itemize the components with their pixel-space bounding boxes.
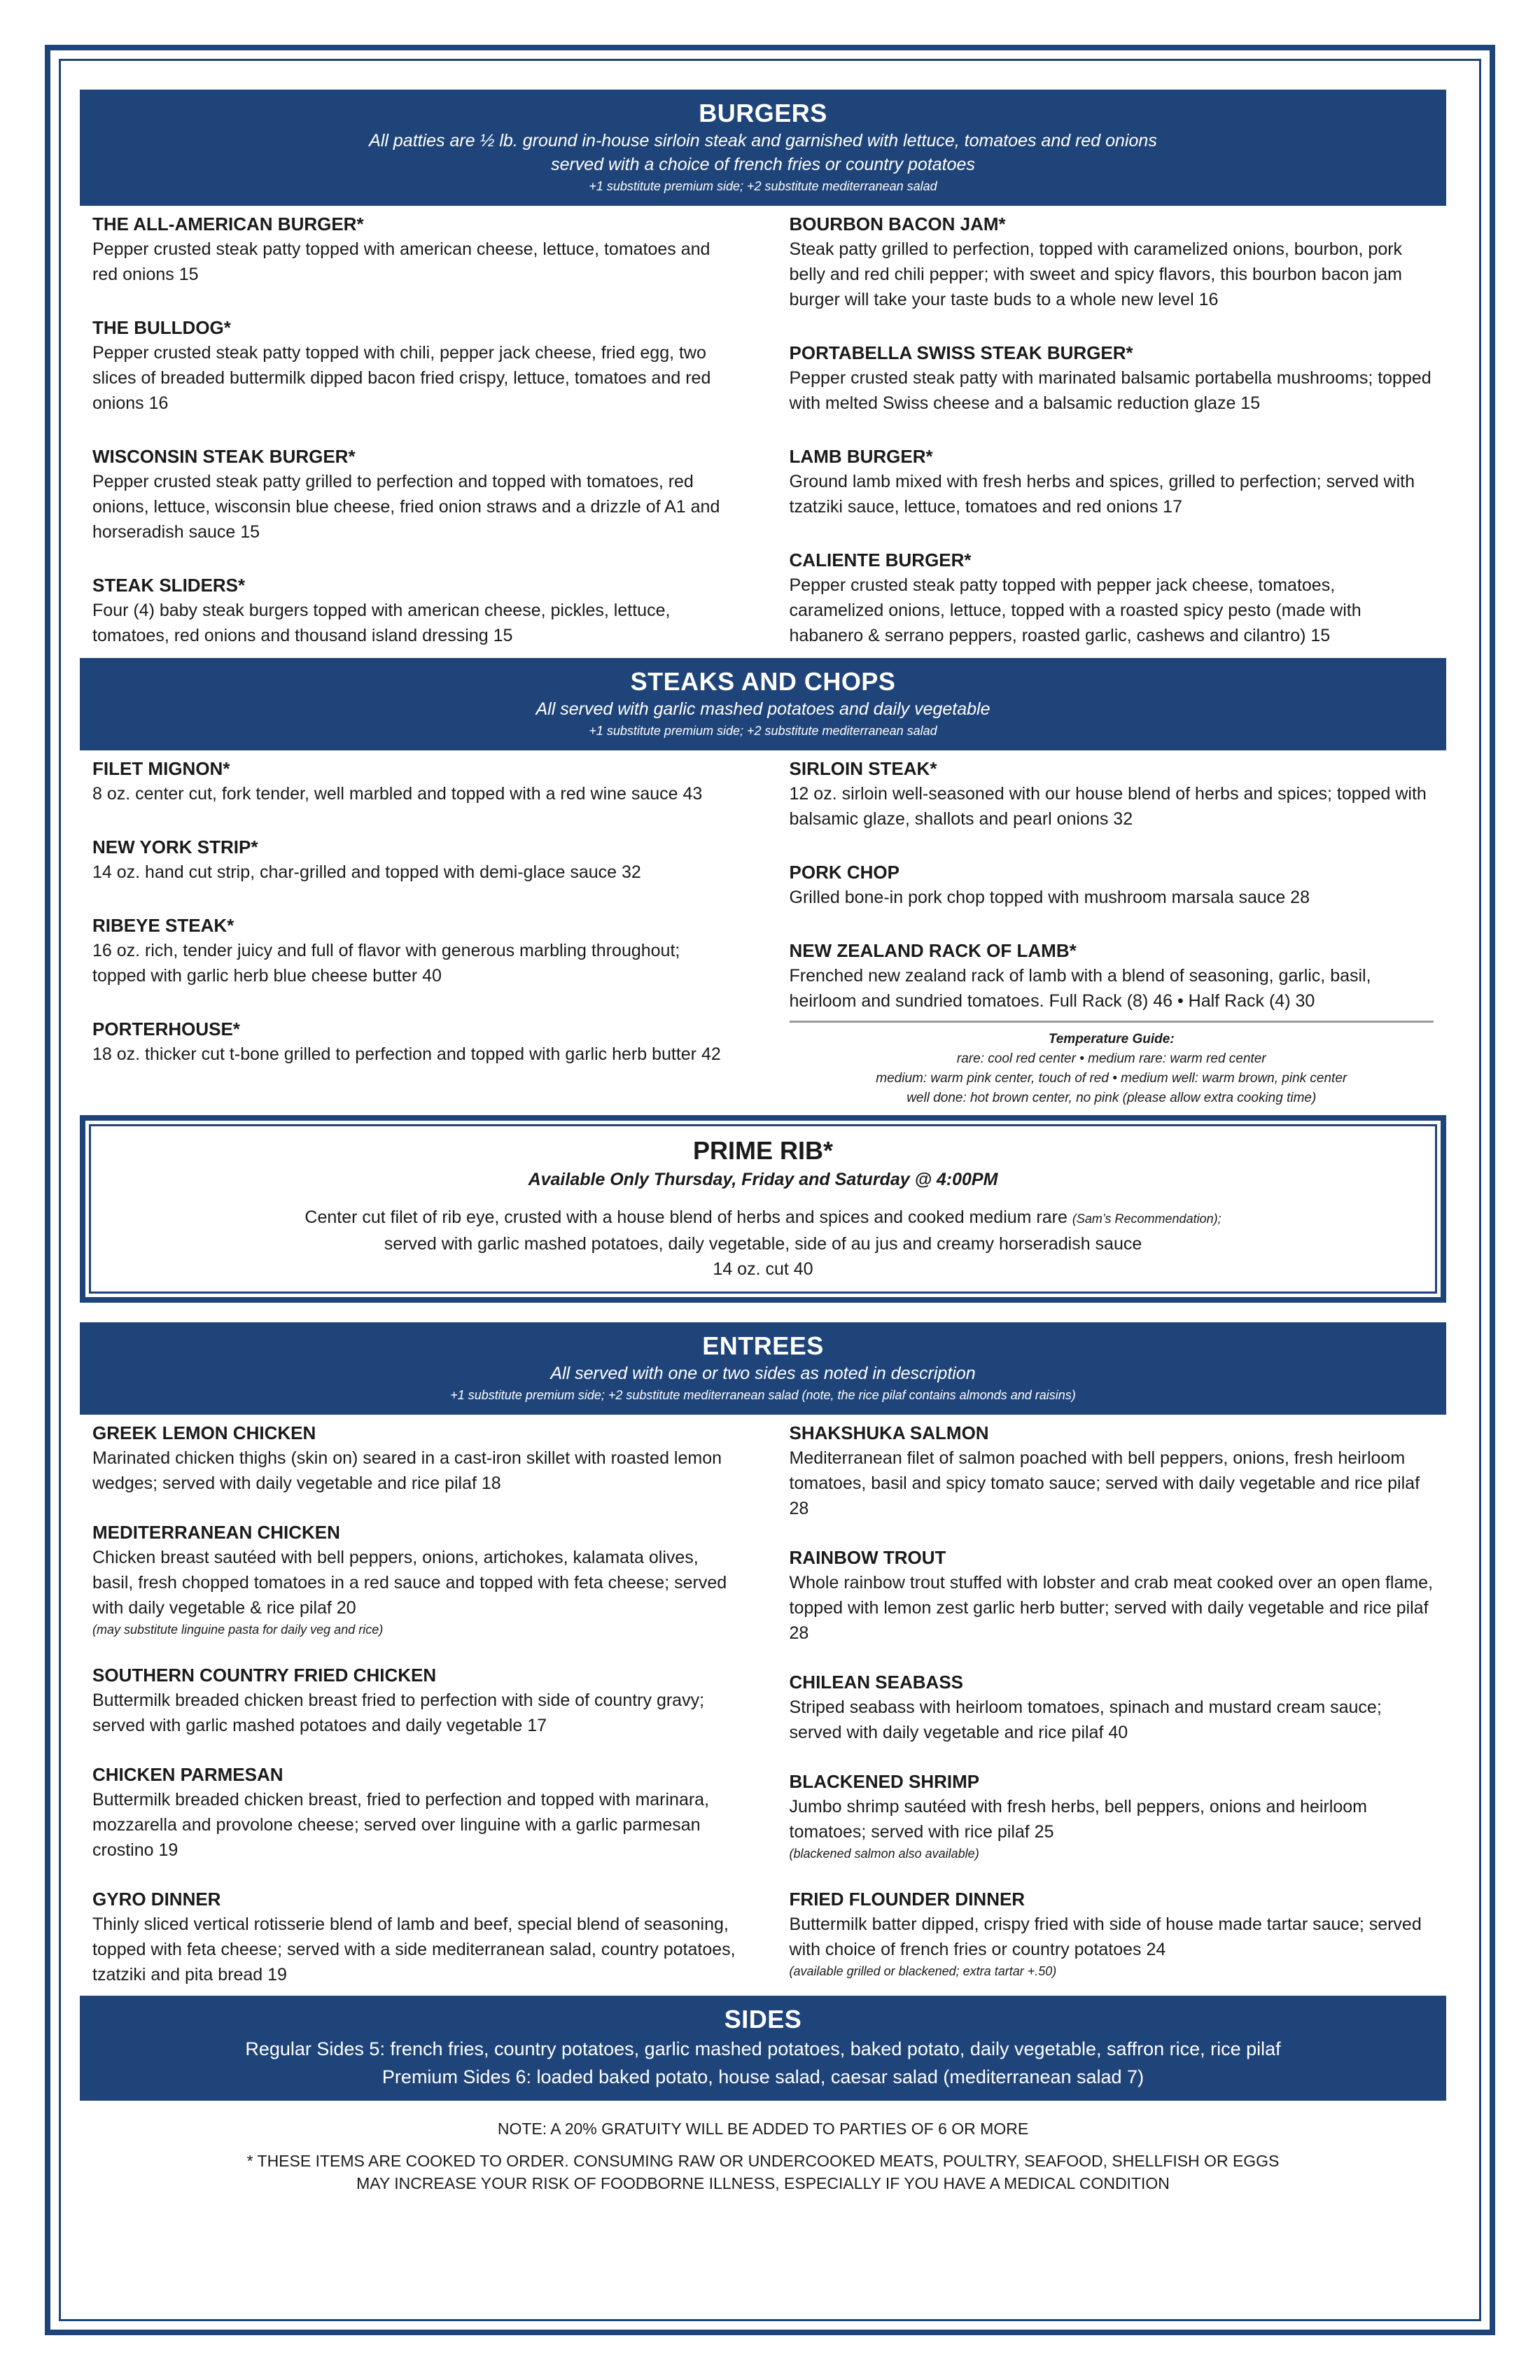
item-description: Frenched new zealand rack of lamb with a blend of seasoning, garlic, basil, heirloom and sundried tomatoes. Full Rack (8) 46 • Half Rack (4) 30 bbox=[789, 966, 1371, 1011]
menu-item bbox=[92, 1762, 736, 1863]
item-description: Four (4) baby steak burgers topped with american cheese, pickles, lettuce, tomatoes, red onions and thousand island dressing 15 bbox=[92, 601, 671, 645]
entrees-section bbox=[80, 1322, 1446, 1996]
prime-rib-description-text: Center cut filet of rib eye, crusted with a house blend of herbs and spices and cooked medium rare bbox=[304, 1208, 1068, 1227]
item-note: (available grilled or blackened; extra tartar +.50) bbox=[789, 1964, 1057, 1978]
item-name: PORTERHOUSE* bbox=[92, 1018, 240, 1040]
item-description: Buttermilk breaded chicken breast, fried to perfection and topped with marinara, mozzarella and provolone cheese; served over linguine with a garlic parmesan crostino 19 bbox=[92, 1790, 710, 1860]
steaks-section bbox=[80, 658, 1446, 1108]
menu-item bbox=[92, 573, 736, 648]
gratuity-note: NOTE: A 20% GRATUITY WILL BE ADDED TO PARTIES OF 6 OR MORE bbox=[497, 2120, 1029, 2138]
prime-rib-recommendation: (Sam’s Recommendation); bbox=[1072, 1212, 1222, 1226]
entrees-left-column bbox=[80, 1420, 749, 1996]
menu-content bbox=[80, 90, 1446, 2194]
item-description: 16 oz. rich, tender juicy and full of flavor with generous marbling throughout; topped with garlic herb blue cheese butter 40 bbox=[92, 941, 680, 986]
prime-rib-inner bbox=[89, 1124, 1437, 1294]
menu-item bbox=[790, 1769, 1434, 1863]
prime-rib-title: PRIME RIB* bbox=[692, 1136, 834, 1165]
sides-section bbox=[80, 1996, 1446, 2101]
item-description: Pepper crusted steak patty grilled to perfection and topped with tomatoes, red onions, lettuce, wisconsin blue cheese, fried onion straws and a drizzle of A1 and horseradish sauce 15 bbox=[92, 472, 720, 542]
sides-title: SIDES bbox=[724, 2005, 802, 2033]
temperature-guide-title: Temperature Guide: bbox=[1048, 1032, 1175, 1046]
menu-item bbox=[92, 834, 736, 885]
prime-rib-box bbox=[80, 1115, 1446, 1303]
menu-item bbox=[92, 756, 736, 806]
item-description: Mediterranean filet of salmon poached with bell peppers, onions, fresh heirloom tomatoes, basil and spicy tomato sauce; served with daily vegetable and rice pilaf 28 bbox=[789, 1448, 1420, 1518]
sides-regular: Regular Sides 5: french fries, country potatoes, garlic mashed potatoes, baked potato, daily vegetable, saffron rice, rice pilaf bbox=[245, 2038, 1281, 2059]
entrees-title: ENTREES bbox=[702, 1331, 824, 1360]
menu-item bbox=[790, 1670, 1434, 1745]
menu-item bbox=[92, 1420, 736, 1496]
item-description: 14 oz. hand cut strip, char-grilled and topped with demi-glace sauce 32 bbox=[92, 862, 641, 882]
item-name: SHAKSHUKA SALMON bbox=[789, 1422, 989, 1443]
menu-item bbox=[92, 1886, 736, 1987]
menu-item bbox=[790, 1886, 1434, 1980]
item-name: PORK CHOP bbox=[789, 862, 899, 883]
item-name: MEDITERRANEAN CHICKEN bbox=[92, 1522, 340, 1543]
item-name: RIBEYE STEAK* bbox=[92, 915, 234, 936]
temperature-guide bbox=[790, 1021, 1434, 1108]
menu-item bbox=[790, 756, 1434, 832]
item-name: BOURBON BACON JAM* bbox=[789, 214, 1006, 234]
menu-item bbox=[790, 547, 1434, 648]
item-description: Whole rainbow trout stuffed with lobster and crab meat cooked over an open flame, topped with lemon zest garlic herb butter; served with daily vegetable and rice pilaf 28 bbox=[789, 1573, 1434, 1643]
burgers-title: BURGERS bbox=[699, 99, 827, 127]
burgers-header bbox=[80, 90, 1446, 206]
item-description: Pepper crusted steak patty with marinated balsamic portabella mushrooms; topped with melted Swiss cheese and a balsamic reduction glaze 15 bbox=[789, 368, 1432, 413]
menu-item bbox=[790, 340, 1434, 416]
burgers-subtitle-line1: All patties are ½ lb. ground in-house sirloin steak and garnished with lettuce, tomatoes and red onions bbox=[369, 131, 1157, 150]
burgers-substitute-note: +1 substitute premium side; +2 substitute mediterranean salad bbox=[589, 179, 937, 193]
item-name: SIRLOIN STEAK* bbox=[789, 758, 937, 779]
item-name: WISCONSIN STEAK BURGER* bbox=[92, 446, 356, 467]
menu-item bbox=[92, 315, 736, 416]
item-name: GYRO DINNER bbox=[92, 1889, 221, 1910]
item-description: Chicken breast sautéed with bell peppers, onions, artichokes, kalamata olives, basil, fresh chopped tomatoes in a red sauce and topped with feta cheese; served with daily vegetable & rice pilaf 20 bbox=[92, 1548, 727, 1618]
item-description: Thinly sliced vertical rotisserie blend of lamb and beef, special blend of seasoning, topped with feta cheese; served with a side mediterranean salad, country potatoes, tzatziki and pita bread 19 bbox=[92, 1914, 736, 1984]
item-name: SOUTHERN COUNTRY FRIED CHICKEN bbox=[92, 1665, 437, 1686]
item-note: (blackened salmon also available) bbox=[789, 1847, 979, 1861]
item-name: CHICKEN PARMESAN bbox=[92, 1764, 284, 1785]
item-description: Pepper crusted steak patty topped with chili, pepper jack cheese, fried egg, two slices of breaded buttermilk dipped bacon fried crispy, lettuce, tomatoes and red onions 16 bbox=[92, 343, 711, 413]
steaks-substitute-note: +1 substitute premium side; +2 substitute mediterranean salad bbox=[589, 724, 937, 738]
burgers-subtitle-line2: served with a choice of french fries or country potatoes bbox=[551, 155, 975, 174]
prime-rib-price: 14 oz. cut 40 bbox=[713, 1259, 813, 1279]
entrees-right-column bbox=[777, 1420, 1446, 1996]
item-description: 12 oz. sirloin well-seasoned with our house blend of herbs and spices; topped with balsamic glaze, shallots and pearl onions 32 bbox=[789, 784, 1427, 829]
item-description: Buttermilk batter dipped, crispy fried with side of house made tartar sauce; served with choice of french fries or country potatoes 24 bbox=[789, 1914, 1422, 1959]
entrees-substitute-note: +1 substitute premium side; +2 substitute mediterranean salad (note, the rice pilaf contains almonds and raisins) bbox=[450, 1388, 1076, 1402]
item-name: RAINBOW TROUT bbox=[789, 1547, 946, 1568]
footer-notes bbox=[80, 2118, 1446, 2194]
menu-item bbox=[92, 1016, 736, 1067]
menu-item bbox=[790, 1420, 1434, 1521]
item-description: Marinated chicken thighs (skin on) seared in a cast-iron skillet with roasted lemon wedges; served with daily vegetable and rice pilaf 18 bbox=[92, 1448, 722, 1493]
item-description: Pepper crusted steak patty topped with pepper jack cheese, tomatoes, caramelized onions, lettuce, topped with a roasted spicy pesto (made with habanero & serrano peppers, roasted garlic, cashews and cilantro) 15 bbox=[789, 575, 1362, 645]
menu-item bbox=[92, 1662, 736, 1738]
item-description: Grilled bone-in pork chop topped with mushroom marsala sauce 28 bbox=[789, 888, 1310, 907]
item-name: CHILEAN SEABASS bbox=[789, 1672, 964, 1693]
menu-item bbox=[92, 444, 736, 545]
prime-rib-description-line1 bbox=[105, 1205, 1421, 1231]
temperature-guide-line: rare: cool red center • medium rare: warm red center bbox=[956, 1051, 1266, 1066]
menu-item bbox=[92, 1520, 736, 1639]
item-name: NEW ZEALAND RACK OF LAMB* bbox=[789, 940, 1077, 961]
sides-premium: Premium Sides 6: loaded baked potato, house salad, caesar salad (mediterranean salad 7) bbox=[382, 2066, 1144, 2087]
menu-item bbox=[790, 444, 1434, 519]
steaks-columns bbox=[80, 750, 1446, 1108]
item-name: LAMB BURGER* bbox=[789, 446, 933, 467]
entrees-columns bbox=[80, 1415, 1446, 1996]
steaks-left-column bbox=[80, 756, 749, 1108]
burgers-section bbox=[80, 90, 1446, 658]
entrees-subtitle: All served with one or two sides as noted in description bbox=[550, 1364, 976, 1383]
item-name: GREEK LEMON CHICKEN bbox=[92, 1422, 316, 1443]
item-name: THE BULLDOG* bbox=[92, 317, 231, 338]
item-description: 18 oz. thicker cut t-bone grilled to perfection and topped with garlic herb butter 42 bbox=[92, 1044, 721, 1064]
entrees-header bbox=[80, 1322, 1446, 1415]
menu-item bbox=[92, 211, 736, 287]
temperature-guide-line: medium: warm pink center, touch of red • medium well: warm brown, pink center bbox=[876, 1071, 1348, 1086]
steaks-title: STEAKS AND CHOPS bbox=[630, 667, 896, 696]
item-name: STEAK SLIDERS* bbox=[92, 575, 246, 596]
item-name: THE ALL-AMERICAN BURGER* bbox=[92, 214, 364, 234]
item-name: CALIENTE BURGER* bbox=[789, 550, 972, 570]
food-safety-warning-line1: * THESE ITEMS ARE COOKED TO ORDER. CONSUMING RAW OR UNDERCOOKED MEATS, POULTRY, SEAFOOD, SHELLFISH OR EGGS bbox=[246, 2152, 1280, 2170]
menu-item bbox=[790, 211, 1434, 312]
prime-rib-description-line2: served with garlic mashed potatoes, daily vegetable, side of au jus and creamy horseradish sauce bbox=[384, 1234, 1142, 1254]
burgers-left-column bbox=[80, 211, 749, 658]
menu-item bbox=[790, 860, 1434, 910]
item-description: Jumbo shrimp sautéed with fresh herbs, bell peppers, onions and heirloom tomatoes; served with rice pilaf 25 bbox=[789, 1797, 1367, 1842]
menu-item bbox=[790, 938, 1434, 1014]
item-name: PORTABELLA SWISS STEAK BURGER* bbox=[789, 342, 1133, 363]
burgers-columns bbox=[80, 206, 1446, 658]
food-safety-warning-line2: MAY INCREASE YOUR RISK OF FOODBORNE ILLNESS, ESPECIALLY IF YOU HAVE A MEDICAL CONDITION bbox=[356, 2174, 1170, 2192]
item-name: BLACKENED SHRIMP bbox=[789, 1771, 980, 1792]
item-name: FILET MIGNON* bbox=[92, 758, 230, 779]
item-description: Ground lamb mixed with fresh herbs and spices, grilled to perfection; served with tzatziki sauce, lettuce, tomatoes and red onions 17 bbox=[789, 472, 1415, 517]
item-description: Pepper crusted steak patty topped with american cheese, lettuce, tomatoes and red onions 15 bbox=[92, 239, 710, 284]
steaks-right-column bbox=[777, 756, 1446, 1108]
prime-rib-availability: Available Only Thursday, Friday and Saturday @ 4:00PM bbox=[528, 1170, 998, 1189]
item-note: (may substitute linguine pasta for daily veg and rice) bbox=[92, 1623, 384, 1637]
item-name: NEW YORK STRIP* bbox=[92, 836, 258, 858]
menu-item bbox=[92, 913, 736, 988]
burgers-right-column bbox=[777, 211, 1446, 658]
steaks-subtitle: All served with garlic mashed potatoes and daily vegetable bbox=[536, 699, 990, 719]
item-description: Steak patty grilled to perfection, topped with caramelized onions, bourbon, pork belly and red chili pepper; with sweet and spicy flavors, this bourbon bacon jam burger will take your taste buds to a whole new level 16 bbox=[789, 239, 1403, 309]
steaks-header bbox=[80, 658, 1446, 750]
item-description: Striped seabass with heirloom tomatoes, spinach and mustard cream sauce; served with daily vegetable and rice pilaf 40 bbox=[789, 1698, 1382, 1742]
item-name: FRIED FLOUNDER DINNER bbox=[789, 1889, 1026, 1910]
item-description: 8 oz. center cut, fork tender, well marbled and topped with a red wine sauce 43 bbox=[92, 784, 703, 804]
temperature-guide-line: well done: hot brown center, no pink (please allow extra cooking time) bbox=[906, 1091, 1317, 1105]
menu-item bbox=[790, 1545, 1434, 1646]
item-description: Buttermilk breaded chicken breast fried to perfection with side of country gravy; served with garlic mashed potatoes and daily vegetable 17 bbox=[92, 1690, 705, 1735]
